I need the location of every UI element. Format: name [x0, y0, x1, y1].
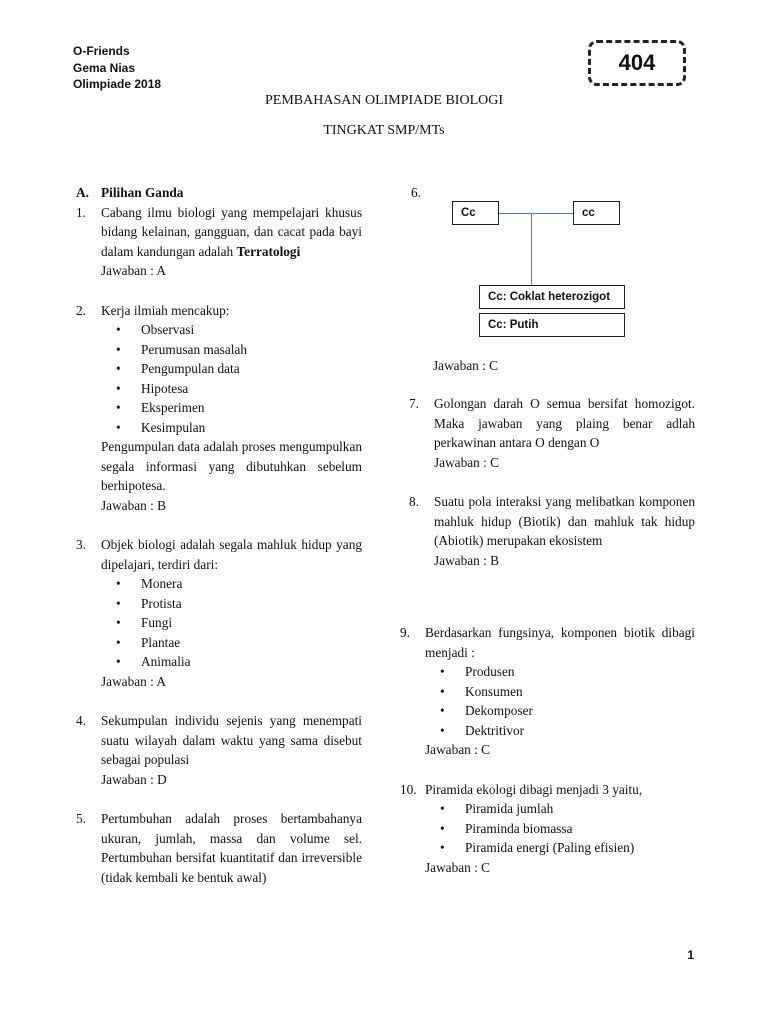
list-item: • Piramida energi (Paling efisien): [440, 838, 695, 858]
right-column-a: [409, 394, 695, 570]
list-item: • Observasi: [116, 320, 362, 340]
list-item: • Animalia: [116, 652, 362, 672]
answer: Jawaban : C: [434, 454, 499, 470]
explanation: Pengumpulan data adalah proses mengumpulkan segala informasi yang dibutuhkan sebelum berhipotesa.: [101, 439, 362, 493]
question-number: 3.: [76, 537, 86, 552]
bullet-list: [116, 320, 362, 437]
question-2: [76, 301, 362, 516]
list-item: • Piraminda biomassa: [440, 819, 695, 839]
question-text: [101, 203, 362, 262]
question-number: 4.: [76, 713, 86, 728]
question-number: 7.: [409, 396, 419, 411]
answer: Jawaban : C: [425, 742, 490, 757]
page-number: 1: [687, 948, 694, 962]
question-text: Kerja ilmiah mencakup:: [101, 302, 230, 318]
list-item: • Pengumpulan data: [116, 359, 362, 379]
question-6-number: 6.: [411, 185, 421, 200]
question-9: [400, 623, 695, 760]
header-line-2: Gema Nias: [73, 60, 136, 75]
list-item: • Produsen: [440, 662, 695, 682]
cross-line: [499, 213, 573, 214]
answer: Jawaban : D: [101, 771, 167, 787]
answer: Jawaban : C: [425, 859, 490, 875]
header-line-3: Olimpiade 2018: [73, 77, 162, 91]
bullet-list: [440, 662, 695, 740]
question-number: 5.: [76, 811, 86, 826]
question-text: Berdasarkan fungsinya, komponen biotik dibagi menjadi :: [425, 625, 695, 660]
question-7: [409, 394, 695, 472]
document-header: [73, 43, 161, 93]
question-10: [400, 780, 695, 878]
question-1: [76, 203, 362, 281]
offspring-2-box: Cc: Putih: [479, 313, 625, 337]
question-text: Golongan darah O semua bersifat homozigot. Maka jawaban yang plaing benar adlah perkawinan antara O dengan O: [434, 396, 695, 450]
bullet-list: [440, 799, 695, 858]
section-label: A.: [76, 185, 89, 200]
answer: Jawaban : A: [101, 263, 166, 278]
answer: Jawaban : B: [434, 552, 499, 568]
question-5: [76, 809, 362, 887]
question-number: 9.: [400, 625, 410, 640]
offspring-line: [531, 213, 532, 285]
section-title: Pilihan Ganda: [101, 185, 184, 200]
question-number: 1.: [76, 204, 86, 220]
genetics-diagram: [452, 201, 626, 341]
question-text: Suatu pola interaksi yang melibatkan komponen mahluk hidup (Biotik) dan mahluk tak hidup (Abiotik) merupakan ekosistem: [434, 494, 695, 548]
question-3: [76, 535, 362, 691]
question-text: Objek biologi adalah segala mahluk hidup yang dipelajari, terdiri dari:: [101, 537, 362, 572]
list-item: • Kesimpulan: [116, 418, 362, 438]
list-item: • Eksperimen: [116, 398, 362, 418]
question-text: Pertumbuhan adalah proses bertambahanya ukuran, jumlah, massa dan volume sel. Pertumbuhan bersifat kuantitatif dan irreversible (tidak kembali ke bentuk awal): [101, 811, 362, 885]
parent-1-box: Cc: [452, 201, 499, 225]
list-item: • Hipotesa: [116, 379, 362, 399]
question-4: [76, 711, 362, 789]
list-item: • Konsumen: [440, 682, 695, 702]
header-line-1: O-Friends: [73, 44, 130, 58]
question-1-text: Cabang ilmu biologi yang mempelajari khusus bidang kelainan, gangguan, dan cacat pada bayi dalam kandungan adalah: [101, 204, 362, 259]
right-column-b: [400, 623, 695, 877]
list-item: • Perumusan masalah: [116, 340, 362, 360]
question-6-answer: Jawaban : C: [433, 358, 498, 373]
list-item: • Protista: [116, 594, 362, 614]
question-number: 8.: [409, 494, 419, 509]
list-item: • Dekomposer: [440, 701, 695, 721]
title-line-2: TINGKAT SMP/MTs: [323, 123, 445, 138]
list-item: • Monera: [116, 574, 362, 594]
offspring-1-box: Cc: Coklat heterozigot: [479, 285, 625, 309]
title-line-1: PEMBAHASAN OLIMPIADE BIOLOGI: [265, 93, 503, 108]
parent-2-box: cc: [573, 201, 620, 225]
question-text: Sekumpulan individu sejenis yang menempati suatu wilayah dalam waktu yang sama disebut sebagai populasi: [101, 713, 362, 767]
question-number: 10.: [400, 781, 417, 797]
list-item: • Fungi: [116, 613, 362, 633]
section-heading: [76, 183, 362, 203]
list-item: • Dektritivor: [440, 721, 695, 741]
question-1-bold-term: Terratologi: [236, 243, 301, 259]
list-item: • Piramida jumlah: [440, 799, 695, 819]
question-8: [409, 492, 695, 570]
answer: Jawaban : A: [101, 673, 166, 689]
answer: Jawaban : B: [101, 497, 166, 513]
question-text: Piramida ekologi dibagi menjadi 3 yaitu,: [425, 781, 643, 797]
question-number: 2.: [76, 302, 86, 318]
list-item: • Plantae: [116, 633, 362, 653]
bullet-list: [116, 574, 362, 672]
left-column: [76, 183, 362, 887]
code-box: 404: [588, 40, 686, 86]
